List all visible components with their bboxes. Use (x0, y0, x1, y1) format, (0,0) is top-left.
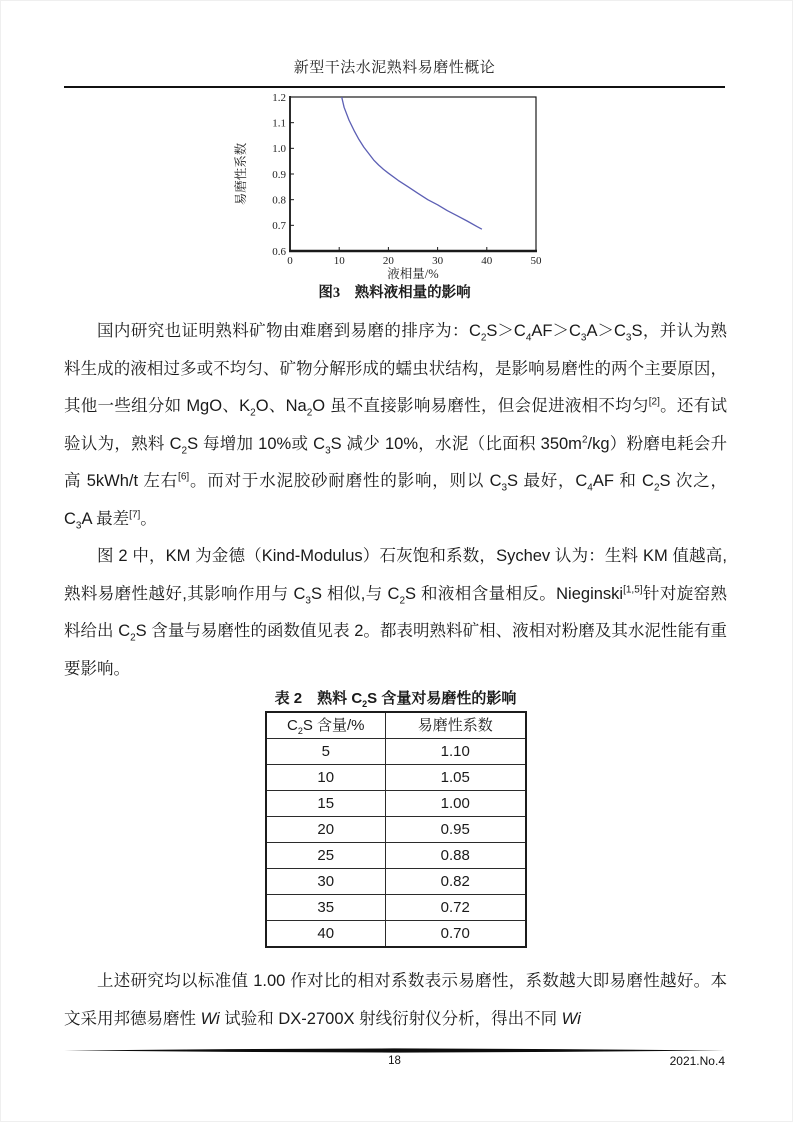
table-header-c2s-content: $C_2S$ 含量/% (266, 712, 386, 739)
svg-text:20: 20 (382, 255, 394, 267)
table-row (266, 765, 526, 791)
data-curve (342, 97, 482, 229)
table-row (266, 739, 526, 765)
svg-text:10: 10 (333, 255, 345, 267)
svg-text:0.9: 0.9 (272, 168, 286, 181)
paragraph-km-modulus: 图 2 中，KM 为金德（Kind-Modulus）石灰饱和系数，Sychev 认为：生料 KM 值越高,熟料易磨性越好,其影响作用与 $C_3S$ 相似,与 $C_2S$ 和液相含量相反。Nieginski[1,5]针对旋窑熟料给出 $C_2S$ 含量与易磨性的函数值见表 2。都表明熟料矿相、液相对粉磨及其水泥性能有重要影响。 (64, 547, 727, 678)
table-cell: 0.82 (386, 869, 526, 895)
svg-text:0.7: 0.7 (272, 220, 286, 233)
issue-label: 2021.No.4 (669, 1054, 725, 1068)
table-header-row (266, 712, 526, 739)
table-cell: 1.00 (386, 791, 526, 817)
header-rule (64, 86, 725, 88)
table-cell: 5 (266, 739, 386, 765)
table-cell: 10 (266, 765, 386, 791)
table-cell: 0.70 (386, 921, 526, 948)
table-cell: 40 (266, 921, 386, 948)
table-row (266, 791, 526, 817)
table-cell: 30 (266, 869, 386, 895)
svg-text:液相量/%: 液相量/% (387, 267, 439, 281)
svg-text:0.6: 0.6 (272, 245, 286, 258)
table-cell: 0.72 (386, 895, 526, 921)
table-cell: 0.88 (386, 843, 526, 869)
figure-3-caption: 图3 熟料液相量的影响 (318, 285, 471, 301)
page-header-title: 新型干法水泥熟料易磨性概论 (293, 60, 496, 76)
svg-text:40: 40 (481, 255, 493, 267)
table-cell: 1.10 (386, 739, 526, 765)
svg-text:1.1: 1.1 (272, 117, 286, 130)
table-header-grindability: 易磨性系数 (386, 712, 526, 739)
paragraph-bond-wi: 上述研究均以标准值 1.00 作对比的相对系数表示易磨性，系数越大即易磨性越好。本文采用邦德易磨性 Wi 试验和 DX-2700X 射线衍射仪分析，得出不同 Wi (64, 972, 727, 1028)
figure-3-line-chart (228, 89, 542, 281)
table-row (266, 843, 526, 869)
svg-text:50: 50 (530, 255, 542, 267)
table-2 (265, 711, 527, 948)
page-number: 18 (388, 1055, 401, 1067)
table-cell: 1.05 (386, 765, 526, 791)
table-2-caption: 表 2 熟料 $C_2S$ 含量对易磨性的影响 (274, 690, 517, 709)
table-row (266, 921, 526, 948)
table-row (266, 895, 526, 921)
table-cell: 20 (266, 817, 386, 843)
table-cell: 0.95 (386, 817, 526, 843)
table-cell: 25 (266, 843, 386, 869)
svg-text:0: 0 (287, 255, 293, 267)
table-cell: 35 (266, 895, 386, 921)
svg-text:易磨性系数: 易磨性系数 (234, 142, 248, 206)
svg-text:30: 30 (432, 255, 444, 267)
paragraph-domestic-research: 国内研究也证明熟料矿物由难磨到易磨的排序为：$C_2S>C_4AF>C_3A>C_3S$，并认为熟料生成的液相过多或不均匀、矿物分解形成的蠕虫状结构，是影响易磨性的两个主要原因，其他一些组分如 MgO、$K_2O$、$Na_2O$ 虽不直接影响易磨性，但会促进液相不均匀[2]。还有试验认为，熟料 $C_2S$ 每增加 10%或 $C_3S$ 减少 10%，水泥（比面积 $350m^2/kg$）粉磨电耗会升高 5kWh/t 左右[6]。而对于水泥胶砂耐磨性的影响，则以 $C_3S$ 最好，$C_4AF$ 和 $C_2S$ 次之，$C_3A$ 最差[7]。 (64, 322, 728, 531)
table-row (266, 817, 526, 843)
table-cell: 15 (266, 791, 386, 817)
table-row (266, 869, 526, 895)
svg-text:1.0: 1.0 (272, 143, 286, 156)
svg-text:0.8: 0.8 (272, 194, 286, 207)
body-text (64, 313, 727, 1038)
svg-text:1.2: 1.2 (272, 91, 286, 104)
